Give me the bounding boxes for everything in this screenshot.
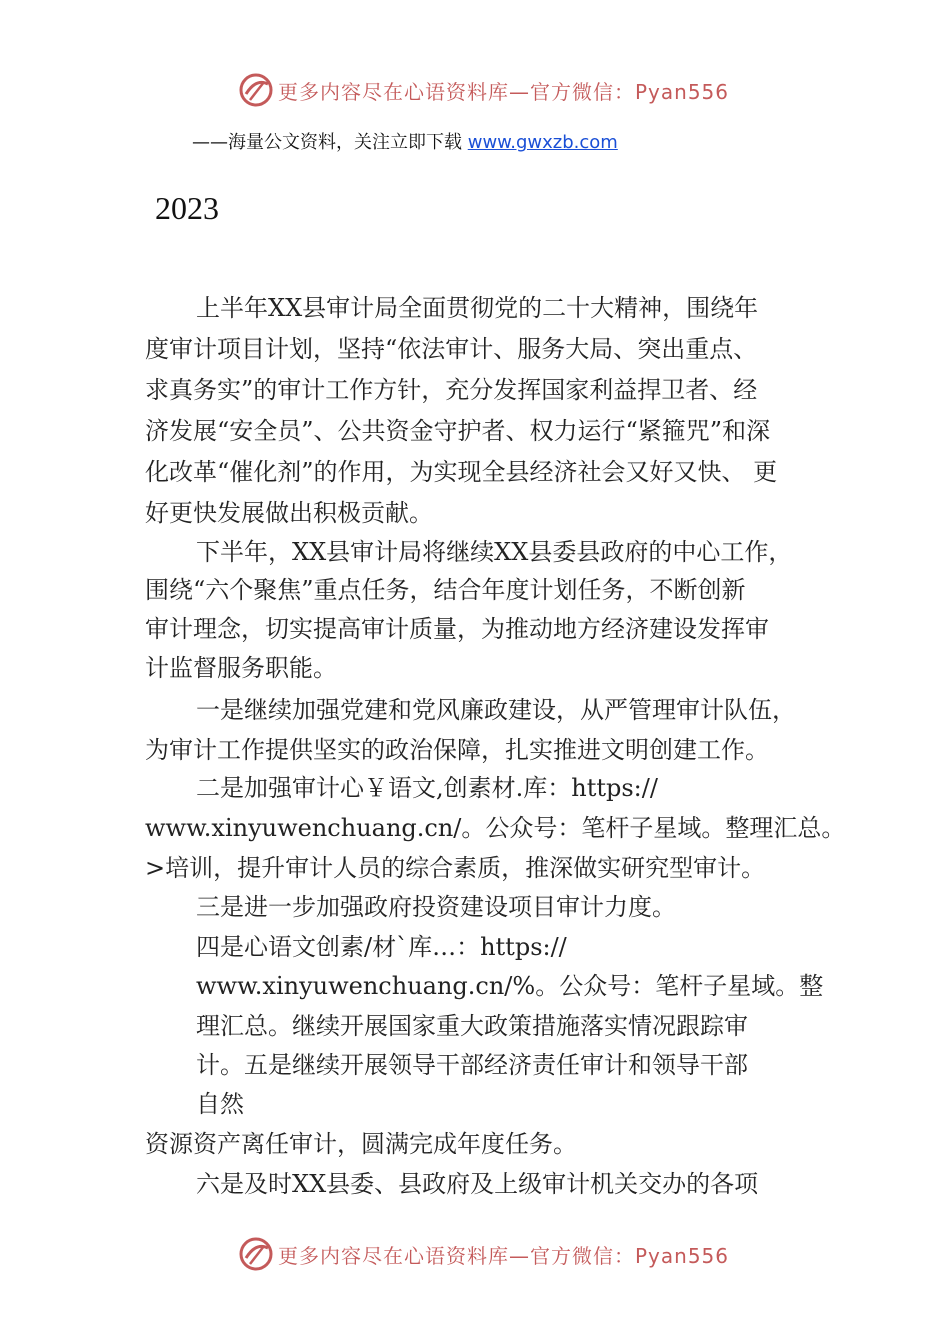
text-line: 求真务实”的审计工作方针，充分发挥国家利益捍卫者、经 — [145, 376, 758, 404]
text-line: >培训，提升审计人员的综合素质，推深做实研究型审计。 — [145, 854, 766, 882]
logo-icon — [238, 1236, 274, 1272]
text-line: 三是进一步加强政府投资建设项目审计力度。 — [196, 893, 676, 921]
text-line: 好更快发展做出积极贡献。 — [145, 499, 433, 527]
text-line: www.xinyuwenchuang.cn/%。公众号：笔杆子星域。整 — [196, 972, 824, 1000]
text-line: 六是及时XX县委、县政府及上级审计机关交办的各项 — [196, 1170, 759, 1198]
text-line: 审计理念，切实提高审计质量，为推动地方经济建设发挥审 — [145, 615, 769, 643]
text-line: 资源资产离任审计，圆满完成年度任务。 — [145, 1130, 577, 1158]
document-year: 2023 — [155, 190, 219, 226]
text-line: 四是心语文创素/材`库…：https:// — [196, 933, 567, 961]
header-banner — [0, 72, 950, 116]
footer-banner-text: 更多内容尽在心语资料库—官方微信：Pyan556 — [278, 1244, 730, 1268]
text-line: 二是加强审计心￥语文,创素材.库：https:// — [196, 774, 658, 802]
footer-banner — [0, 1236, 950, 1280]
sub-banner — [192, 128, 618, 154]
text-line: 理汇总。继续开展国家重大政策措施落实情况跟踪审 — [196, 1012, 748, 1040]
text-line: 济发展“安全员”、公共资金守护者、权力运行“紧箍咒”和深 — [145, 417, 771, 445]
download-link[interactable]: www.gwxzb.com — [467, 132, 618, 153]
text-line: 下半年，XX县审计局将继续XX县委县政府的中心工作， — [196, 538, 793, 566]
text-line: www.xinyuwenchuang.cn/。公众号：笔杆子星域。整理汇总。 — [145, 814, 846, 842]
sub-banner-text: ——海量公文资料，关注立即下载 — [192, 132, 468, 153]
text-line: 上半年XX县审计局全面贯彻党的二十大精神，围绕年 — [196, 294, 759, 322]
text-line: 计。五是继续开展领导干部经济责任审计和领导干部 — [196, 1051, 748, 1079]
text-line: 计监督服务职能。 — [145, 654, 337, 682]
logo-icon — [238, 72, 274, 108]
text-line: 为审计工作提供坚实的政治保障，扎实推进文明创建工作。 — [145, 736, 769, 764]
text-line: 自然 — [196, 1090, 244, 1118]
text-line: 度审计项目计划，坚持“依法审计、服务大局、突出重点、 — [145, 335, 758, 363]
header-banner-text: 更多内容尽在心语资料库—官方微信：Pyan556 — [278, 80, 730, 104]
text-line: 化改革“催化剂”的作用，为实现全县经济社会又好又快、 更 — [145, 458, 778, 486]
text-line: 一是继续加强党建和党风廉政建设，从严管理审计队伍， — [196, 696, 796, 724]
text-line: 围绕“六个聚焦”重点任务，结合年度计划任务，不断创新 — [145, 576, 746, 604]
